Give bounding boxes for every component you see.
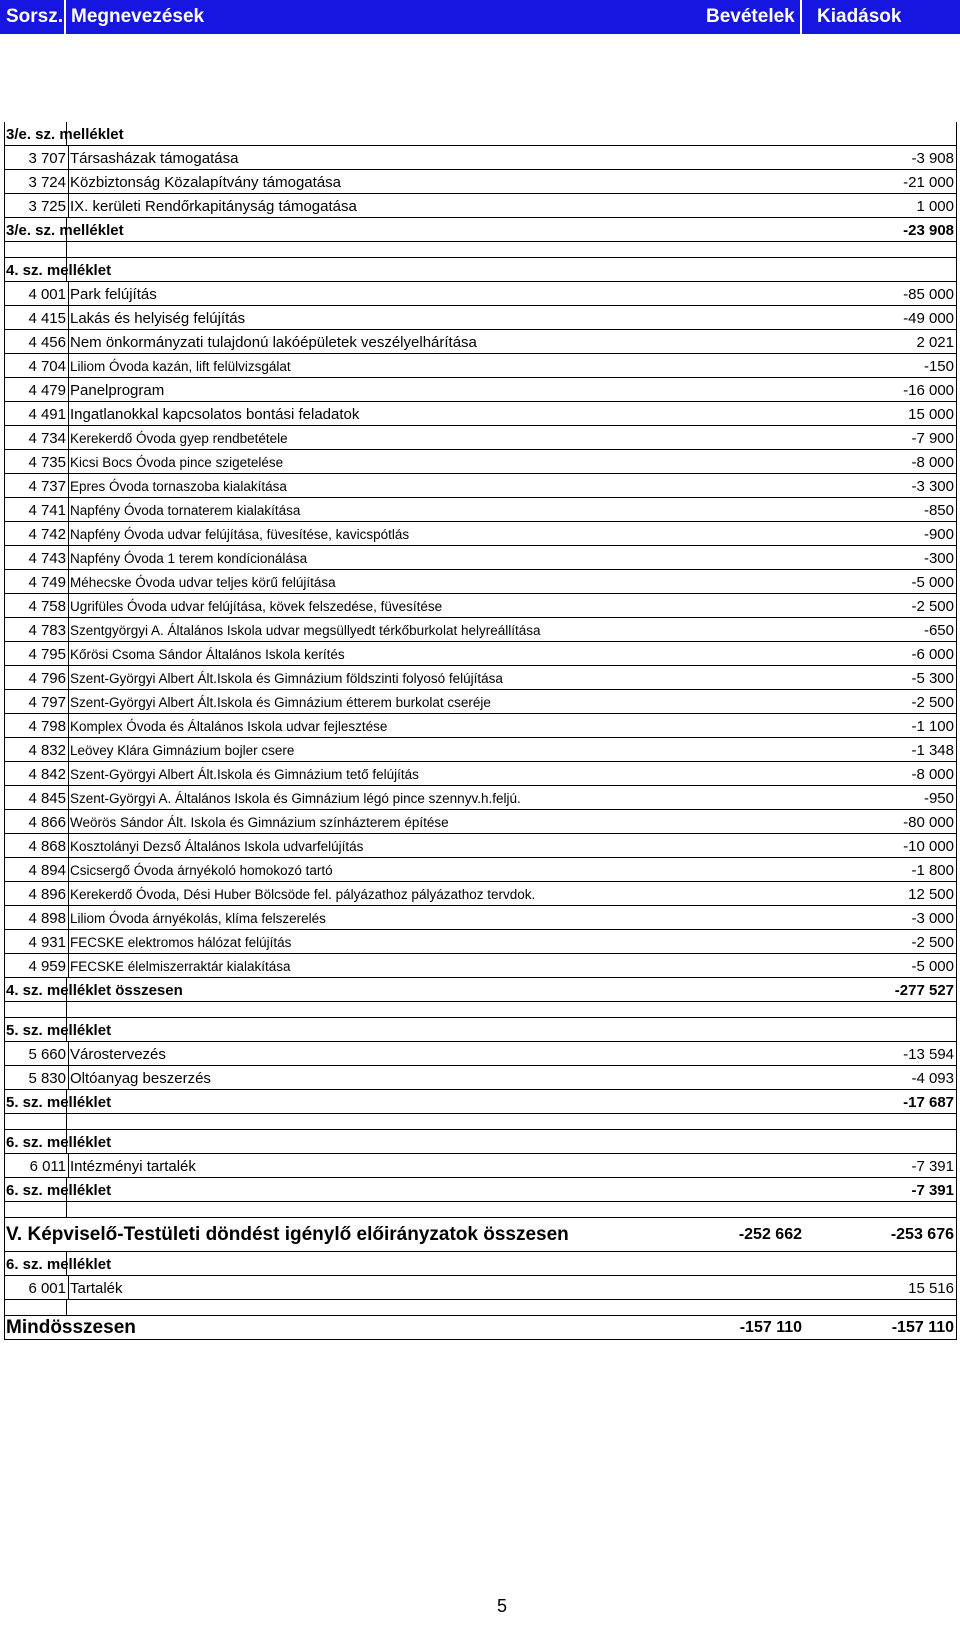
header-bevetelek: Bevételek bbox=[706, 6, 795, 27]
sub-row bbox=[4, 218, 958, 242]
item-code: 4 797 bbox=[28, 693, 66, 711]
item-expense: -1 348 bbox=[911, 741, 954, 759]
section-title: 5. sz. melléklet bbox=[6, 1021, 112, 1039]
grid-line bbox=[956, 498, 957, 522]
grid-line bbox=[68, 146, 69, 170]
table-row bbox=[4, 378, 958, 402]
item-expense: -16 000 bbox=[903, 381, 954, 399]
item-expense: 2 021 bbox=[916, 333, 954, 351]
item-code: 3 707 bbox=[28, 149, 66, 167]
grid-line bbox=[956, 426, 957, 450]
grid-line bbox=[68, 786, 69, 810]
section-title: 6. sz. melléklet bbox=[6, 1255, 112, 1273]
blank-row bbox=[4, 1300, 958, 1316]
grid-line bbox=[956, 378, 957, 402]
item-code: 6 011 bbox=[29, 1157, 66, 1175]
grid-line bbox=[4, 1090, 5, 1114]
grid-line bbox=[956, 402, 957, 426]
grid-line bbox=[68, 690, 69, 714]
grid-line bbox=[956, 546, 957, 570]
grid-line bbox=[68, 570, 69, 594]
grid-line bbox=[66, 1002, 67, 1018]
head-row bbox=[4, 1130, 958, 1154]
item-code: 6 001 bbox=[28, 1279, 66, 1297]
item-name: Oltóanyag beszerzés bbox=[70, 1069, 211, 1087]
table-row bbox=[4, 170, 958, 194]
subtotal-expense: -23 908 bbox=[903, 221, 954, 239]
grid-line bbox=[68, 170, 69, 194]
grid-line bbox=[956, 1218, 957, 1252]
grid-line bbox=[4, 978, 5, 1002]
grid-line bbox=[956, 474, 957, 498]
item-code: 4 866 bbox=[28, 813, 66, 831]
item-name: Liliom Óvoda kazán, lift felülvizsgálat bbox=[70, 358, 291, 374]
table-row bbox=[4, 426, 958, 450]
grid-line bbox=[956, 954, 957, 978]
grid-line bbox=[956, 762, 957, 786]
item-code: 4 741 bbox=[28, 501, 66, 519]
table-row bbox=[4, 594, 958, 618]
section-title: 3/e. sz. melléklet bbox=[6, 125, 124, 143]
item-expense: -2 500 bbox=[911, 597, 954, 615]
item-name: Kőrösi Csoma Sándor Általános Iskola kerítés bbox=[70, 646, 345, 662]
item-code: 5 830 bbox=[28, 1069, 66, 1087]
item-expense: -1 100 bbox=[911, 717, 954, 735]
blank-row bbox=[4, 1202, 958, 1218]
grid-line bbox=[956, 882, 957, 906]
item-name: Weörös Sándor Ált. Iskola és Gimnázium színházterem építése bbox=[70, 814, 449, 830]
grid-line bbox=[956, 618, 957, 642]
grid-line bbox=[956, 194, 957, 218]
grid-line bbox=[956, 1316, 957, 1340]
grid-line bbox=[956, 738, 957, 762]
table-row bbox=[4, 762, 958, 786]
item-code: 4 742 bbox=[28, 525, 66, 543]
subtotal-expense: -7 391 bbox=[911, 1181, 954, 1199]
table-row bbox=[4, 786, 958, 810]
item-name: Komplex Óvoda és Általános Iskola udvar fejlesztése bbox=[70, 718, 388, 734]
grid-line bbox=[956, 1114, 957, 1130]
total-income: -157 110 bbox=[739, 1319, 802, 1336]
item-expense: 1 000 bbox=[916, 197, 954, 215]
item-code: 4 479 bbox=[28, 381, 66, 399]
head-row bbox=[4, 258, 958, 282]
item-code: 4 735 bbox=[28, 453, 66, 471]
grid-line bbox=[956, 522, 957, 546]
item-code: 4 842 bbox=[28, 765, 66, 783]
grid-line bbox=[956, 1300, 957, 1316]
item-expense: -5 300 bbox=[911, 669, 954, 687]
table-row bbox=[4, 858, 958, 882]
item-code: 4 832 bbox=[28, 741, 66, 759]
table-row bbox=[4, 146, 958, 170]
item-name: Napfény Óvoda udvar felújítása, füvesítése, kavicspótlás bbox=[70, 526, 410, 542]
item-expense: -2 500 bbox=[911, 693, 954, 711]
total-income: -252 662 bbox=[738, 1226, 802, 1243]
blank-row bbox=[4, 1114, 958, 1130]
budget-table bbox=[4, 122, 958, 1340]
header-sorsz: Sorsz. bbox=[6, 6, 64, 27]
grid-line bbox=[4, 122, 5, 146]
subtotal-label: 3/e. sz. melléklet bbox=[6, 221, 124, 239]
table-row bbox=[4, 642, 958, 666]
grid-line bbox=[68, 282, 69, 306]
item-code: 3 725 bbox=[28, 197, 66, 215]
subtotal-label: 4. sz. melléklet összesen bbox=[6, 981, 183, 999]
grid-line bbox=[956, 906, 957, 930]
sub-row bbox=[4, 1178, 958, 1202]
item-code: 4 001 bbox=[28, 285, 66, 303]
head-row bbox=[4, 1018, 958, 1042]
item-name: Panelprogram bbox=[70, 381, 165, 399]
grand-row bbox=[4, 1316, 958, 1340]
grid-line bbox=[68, 714, 69, 738]
item-expense: -1 800 bbox=[911, 861, 954, 879]
grid-line bbox=[956, 1002, 957, 1018]
item-code: 4 894 bbox=[28, 861, 66, 879]
item-name: Napfény Óvoda tornaterem kialakítása bbox=[70, 502, 301, 518]
table-row bbox=[4, 570, 958, 594]
item-name: Szentgyörgyi A. Általános Iskola udvar megsüllyedt térkőburkolat helyreállítása bbox=[70, 622, 541, 638]
item-code: 4 868 bbox=[28, 837, 66, 855]
table-row bbox=[4, 1276, 958, 1300]
grid-line bbox=[68, 738, 69, 762]
table-row bbox=[4, 194, 958, 218]
item-code: 4 795 bbox=[28, 645, 66, 663]
header-divider bbox=[800, 0, 802, 34]
grid-line bbox=[956, 1130, 957, 1154]
table-row bbox=[4, 690, 958, 714]
item-code: 4 743 bbox=[28, 549, 66, 567]
grid-line bbox=[68, 1276, 69, 1300]
subtotal-expense: -17 687 bbox=[903, 1093, 954, 1111]
item-name: Tartalék bbox=[70, 1279, 123, 1297]
grid-line bbox=[4, 1252, 5, 1276]
item-expense: -3 300 bbox=[911, 477, 954, 495]
grid-line bbox=[4, 1002, 5, 1018]
grid-line bbox=[956, 978, 957, 1002]
item-name: Méhecske Óvoda udvar teljes körű felújítása bbox=[70, 574, 336, 590]
head-row bbox=[4, 1252, 958, 1276]
item-name: Ingatlanokkal kapcsolatos bontási feladatok bbox=[70, 405, 360, 423]
grid-line bbox=[68, 618, 69, 642]
item-expense: -650 bbox=[923, 621, 954, 639]
item-expense: -49 000 bbox=[903, 309, 954, 327]
grid-line bbox=[956, 1276, 957, 1300]
grid-line bbox=[4, 258, 5, 282]
total-label: Mindösszesen bbox=[6, 1317, 136, 1338]
grid-line bbox=[956, 858, 957, 882]
item-expense: -2 500 bbox=[911, 933, 954, 951]
grid-line bbox=[956, 1252, 957, 1276]
item-code: 4 845 bbox=[28, 789, 66, 807]
table-row bbox=[4, 1042, 958, 1066]
grid-line bbox=[68, 330, 69, 354]
grid-line bbox=[68, 474, 69, 498]
item-name: Szent-Györgyi Albert Ált.Iskola és Gimnázium tető felújítás bbox=[70, 766, 419, 782]
item-expense: -7 391 bbox=[911, 1157, 954, 1175]
grid-line bbox=[956, 1178, 957, 1202]
grid-line bbox=[4, 1178, 5, 1202]
item-name: Kerekerdő Óvoda, Dési Huber Bölcsöde fel. pályázathoz pályázathoz tervdok. bbox=[70, 886, 536, 902]
item-name: Kerekerdő Óvoda gyep rendbetétele bbox=[70, 430, 288, 446]
total-expense: -157 110 bbox=[891, 1319, 954, 1336]
item-name: Nem önkormányzati tulajdonú lakóépületek veszélyelhárítása bbox=[70, 333, 477, 351]
grid-line bbox=[68, 834, 69, 858]
grid-line bbox=[956, 1154, 957, 1178]
grid-line bbox=[4, 218, 5, 242]
grid-line bbox=[956, 594, 957, 618]
grid-line bbox=[956, 1018, 957, 1042]
grid-line bbox=[68, 194, 69, 218]
grid-line bbox=[68, 594, 69, 618]
grid-line bbox=[4, 1218, 5, 1252]
item-expense: -6 000 bbox=[911, 645, 954, 663]
grid-line bbox=[68, 450, 69, 474]
table-header bbox=[0, 0, 960, 34]
grid-line bbox=[68, 858, 69, 882]
item-code: 4 898 bbox=[28, 909, 66, 927]
subtotal-expense: -277 527 bbox=[894, 981, 954, 999]
item-code: 4 704 bbox=[28, 357, 66, 375]
table-row bbox=[4, 810, 958, 834]
table-row bbox=[4, 282, 958, 306]
item-expense: -21 000 bbox=[903, 173, 954, 191]
grid-line bbox=[4, 242, 5, 258]
item-name: Epres Óvoda tornaszoba kialakítása bbox=[70, 478, 287, 494]
grid-line bbox=[68, 546, 69, 570]
page-number: 5 bbox=[497, 1596, 508, 1616]
item-expense: -900 bbox=[923, 525, 954, 543]
table-row bbox=[4, 474, 958, 498]
grid-line bbox=[956, 570, 957, 594]
grid-line bbox=[956, 1202, 957, 1218]
table-row bbox=[4, 618, 958, 642]
item-expense: -7 900 bbox=[911, 429, 954, 447]
item-expense: -850 bbox=[923, 501, 954, 519]
table-row bbox=[4, 954, 958, 978]
item-expense: 15 000 bbox=[908, 405, 954, 423]
table-row bbox=[4, 1066, 958, 1090]
grid-line bbox=[956, 122, 957, 146]
item-code: 4 415 bbox=[28, 309, 66, 327]
grid-line bbox=[4, 1300, 5, 1316]
item-name: Park felújítás bbox=[70, 285, 157, 303]
item-code: 4 798 bbox=[28, 717, 66, 735]
blank-row bbox=[4, 242, 958, 258]
head-row bbox=[4, 122, 958, 146]
grid-line bbox=[956, 450, 957, 474]
grid-line bbox=[956, 282, 957, 306]
item-code: 4 758 bbox=[28, 597, 66, 615]
item-expense: -150 bbox=[923, 357, 954, 375]
item-name: Társasházak támogatása bbox=[70, 149, 239, 167]
sub-row bbox=[4, 1090, 958, 1114]
table-row bbox=[4, 546, 958, 570]
table-row bbox=[4, 834, 958, 858]
grid-line bbox=[68, 642, 69, 666]
item-expense: -300 bbox=[923, 549, 954, 567]
total-expense: -253 676 bbox=[890, 1226, 954, 1243]
item-expense: -8 000 bbox=[911, 765, 954, 783]
item-expense: -3 000 bbox=[911, 909, 954, 927]
item-code: 3 724 bbox=[28, 173, 66, 191]
table-row bbox=[4, 906, 958, 930]
grid-line bbox=[68, 378, 69, 402]
table-row bbox=[4, 306, 958, 330]
item-name: Csicsergő Óvoda árnyékoló homokozó tartó bbox=[70, 862, 333, 878]
grid-line bbox=[4, 1202, 5, 1218]
grid-line bbox=[66, 1300, 67, 1316]
grid-line bbox=[956, 810, 957, 834]
subtotal-label: 6. sz. melléklet bbox=[6, 1181, 112, 1199]
item-name: Leövey Klára Gimnázium bojler csere bbox=[70, 742, 295, 758]
grid-line bbox=[956, 666, 957, 690]
grid-line bbox=[956, 258, 957, 282]
item-expense: -5 000 bbox=[911, 573, 954, 591]
grid-line bbox=[68, 666, 69, 690]
grid-line bbox=[68, 810, 69, 834]
item-code: 4 491 bbox=[28, 405, 66, 423]
total-label: V. Képviselő-Testületi döndést igénylő előirányzatok összesen bbox=[6, 1224, 569, 1245]
item-name: Szent-Györgyi Albert Ált.Iskola és Gimnázium földszinti folyosó felújítása bbox=[70, 670, 503, 686]
item-name: IX. kerületi Rendőrkapitányság támogatása bbox=[70, 197, 357, 215]
grid-line bbox=[4, 1018, 5, 1042]
item-code: 4 931 bbox=[28, 933, 66, 951]
sub-row bbox=[4, 978, 958, 1002]
grid-line bbox=[956, 1090, 957, 1114]
grid-line bbox=[956, 642, 957, 666]
item-code: 5 660 bbox=[28, 1045, 66, 1063]
item-name: Ugrifüles Óvoda udvar felújítása, kövek felszedése, füvesítése bbox=[70, 598, 443, 614]
grid-line bbox=[956, 330, 957, 354]
grid-line bbox=[68, 354, 69, 378]
grid-line bbox=[956, 242, 957, 258]
item-name: Lakás és helyiség felújítás bbox=[70, 309, 246, 327]
item-code: 4 737 bbox=[28, 477, 66, 495]
table-row bbox=[4, 738, 958, 762]
grid-line bbox=[68, 1042, 69, 1066]
item-expense: 12 500 bbox=[908, 885, 954, 903]
item-name: Várostervezés bbox=[70, 1045, 166, 1063]
item-name: FECSKE élelmiszerraktár kialakítása bbox=[70, 958, 291, 974]
grid-line bbox=[956, 1042, 957, 1066]
item-code: 4 783 bbox=[28, 621, 66, 639]
table-row bbox=[4, 714, 958, 738]
table-row bbox=[4, 498, 958, 522]
table-row bbox=[4, 330, 958, 354]
item-expense: -10 000 bbox=[903, 837, 954, 855]
item-expense: -8 000 bbox=[911, 453, 954, 471]
item-expense: -950 bbox=[923, 789, 954, 807]
item-code: 4 959 bbox=[28, 957, 66, 975]
grid-line bbox=[956, 146, 957, 170]
item-code: 4 796 bbox=[28, 669, 66, 687]
grid-line bbox=[4, 1114, 5, 1130]
table-row bbox=[4, 354, 958, 378]
table-row bbox=[4, 666, 958, 690]
section-title: 6. sz. melléklet bbox=[6, 1133, 112, 1151]
grid-line bbox=[956, 170, 957, 194]
item-code: 4 749 bbox=[28, 573, 66, 591]
item-name: FECSKE elektromos hálózat felújítás bbox=[70, 934, 292, 950]
table-row bbox=[4, 882, 958, 906]
grid-line bbox=[956, 218, 957, 242]
item-name: Kosztolányi Dezső Általános Iskola udvarfelújítás bbox=[70, 838, 364, 854]
item-name: Kicsi Bocs Óvoda pince szigetelése bbox=[70, 454, 284, 470]
grid-line bbox=[68, 882, 69, 906]
item-expense: 15 516 bbox=[908, 1279, 954, 1297]
grid-line bbox=[68, 402, 69, 426]
item-expense: -13 594 bbox=[903, 1045, 954, 1063]
grid-line bbox=[66, 1202, 67, 1218]
item-name: Napfény Óvoda 1 terem kondícionálása bbox=[70, 550, 308, 566]
item-expense: -3 908 bbox=[911, 149, 954, 167]
table-row bbox=[4, 1154, 958, 1178]
item-name: Liliom Óvoda árnyékolás, klíma felszerelés bbox=[70, 910, 326, 926]
grid-line bbox=[956, 834, 957, 858]
item-expense: -5 000 bbox=[911, 957, 954, 975]
grid-line bbox=[68, 522, 69, 546]
grid-line bbox=[68, 306, 69, 330]
grid-line bbox=[66, 1114, 67, 1130]
header-divider bbox=[64, 0, 66, 34]
table-row bbox=[4, 930, 958, 954]
grid-line bbox=[68, 498, 69, 522]
grid-line bbox=[956, 930, 957, 954]
section-title: 4. sz. melléklet bbox=[6, 261, 112, 279]
grid-line bbox=[66, 242, 67, 258]
subtotal-label: 5. sz. melléklet bbox=[6, 1093, 112, 1111]
grid-line bbox=[4, 1316, 5, 1340]
grid-line bbox=[956, 1066, 957, 1090]
big-row bbox=[4, 1218, 958, 1252]
grid-line bbox=[68, 426, 69, 450]
item-code: 4 896 bbox=[28, 885, 66, 903]
grid-line bbox=[68, 1066, 69, 1090]
grid-line bbox=[956, 306, 957, 330]
item-name: Szent-Györgyi Albert Ált.Iskola és Gimnázium étterem burkolat cseréje bbox=[70, 694, 491, 710]
grid-line bbox=[956, 354, 957, 378]
blank-row bbox=[4, 1002, 958, 1018]
item-code: 4 734 bbox=[28, 429, 66, 447]
grid-line bbox=[68, 762, 69, 786]
item-code: 4 456 bbox=[28, 333, 66, 351]
grid-line bbox=[956, 690, 957, 714]
item-expense: -4 093 bbox=[911, 1069, 954, 1087]
table-row bbox=[4, 450, 958, 474]
table-row bbox=[4, 402, 958, 426]
header-kiadasok: Kiadások bbox=[817, 6, 902, 27]
grid-line bbox=[68, 930, 69, 954]
item-name: Szent-Györgyi A. Általános Iskola és Gimnázium légó pince szennyv.h.feljú. bbox=[70, 790, 521, 806]
grid-line bbox=[4, 1130, 5, 1154]
item-expense: -85 000 bbox=[903, 285, 954, 303]
grid-line bbox=[68, 954, 69, 978]
grid-line bbox=[68, 1154, 69, 1178]
item-name: Közbiztonság Közalapítvány támogatása bbox=[70, 173, 342, 191]
grid-line bbox=[68, 906, 69, 930]
table-row bbox=[4, 522, 958, 546]
grid-line bbox=[956, 714, 957, 738]
item-expense: -80 000 bbox=[903, 813, 954, 831]
item-name: Intézményi tartalék bbox=[70, 1157, 196, 1175]
header-megnevezesek: Megnevezések bbox=[71, 6, 205, 27]
grid-line bbox=[956, 786, 957, 810]
